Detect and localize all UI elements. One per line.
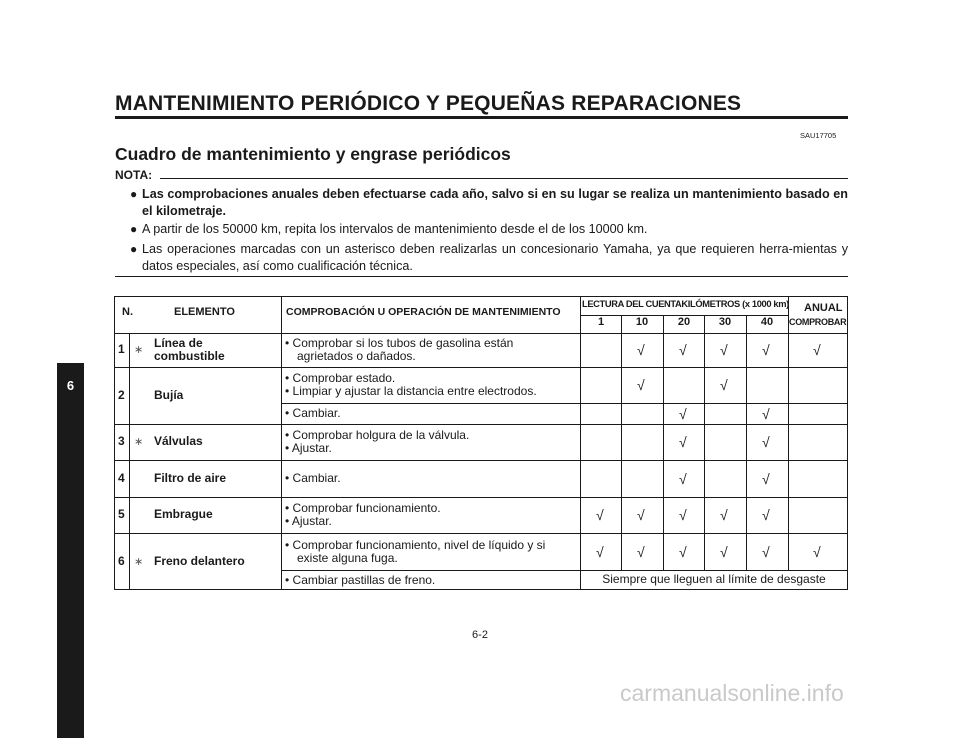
row-line — [281, 570, 848, 571]
check-mark: √ — [762, 471, 770, 487]
header-interval: 10 — [635, 316, 649, 328]
row-number: 3 — [118, 434, 125, 448]
row-line — [114, 460, 848, 461]
nota-label: NOTA: — [115, 168, 153, 182]
check-mark: √ — [813, 544, 821, 560]
header-n: N. — [122, 306, 133, 318]
operation-text: • Cambiar. — [285, 406, 341, 420]
row-item-name: Embrague — [154, 507, 213, 521]
header-anual: ANUAL — [804, 302, 843, 314]
header-elemento: ELEMENTO — [174, 306, 235, 318]
check-mark: √ — [720, 507, 728, 523]
row-number: 5 — [118, 507, 125, 521]
check-mark: √ — [762, 342, 770, 358]
operation-text: • Comprobar si los tubos de gasolina están — [285, 336, 514, 350]
check-mark: √ — [637, 544, 645, 560]
nota-rule — [160, 178, 848, 179]
row-line — [114, 367, 848, 368]
table-border — [847, 296, 848, 590]
section-code: SAU17705 — [800, 131, 837, 140]
check-mark: √ — [596, 507, 604, 523]
header-interval: 30 — [718, 316, 732, 328]
header-interval: 40 — [760, 316, 774, 328]
row-number: 2 — [118, 388, 125, 402]
row-number: 4 — [118, 471, 125, 485]
check-mark: √ — [679, 342, 687, 358]
watermark: carmanualsonline.info — [620, 680, 844, 706]
header-operacion: COMPROBACIÓN U OPERACIÓN DE MANTENIMIENTO — [286, 306, 561, 318]
header-separator — [114, 333, 848, 334]
asterisk-icon: ∗ — [134, 344, 144, 356]
header-interval: 20 — [677, 316, 691, 328]
nota-item-text: Las comprobaciones anuales deben efectuarse cada año, salvo si en su lugar se realiza un mantenimiento basado en el kilometraje. — [142, 187, 848, 218]
row-item-name: combustible — [154, 349, 225, 363]
check-mark: √ — [762, 406, 770, 422]
operation-text: • Limpiar y ajustar la distancia entre electrodos. — [285, 384, 537, 398]
column-line — [621, 315, 622, 570]
operation-text: • Comprobar funcionamiento, nivel de líquido y si — [285, 538, 546, 552]
check-mark: √ — [679, 471, 687, 487]
operation-text: • Cambiar. — [285, 471, 341, 485]
header-lectura: LECTURA DEL CUENTAKILÓMETROS (x 1000 km) — [582, 299, 789, 309]
asterisk-icon: ∗ — [134, 436, 144, 448]
chapter-side-tab — [57, 363, 84, 738]
title-rule — [115, 116, 848, 119]
maintenance-table — [114, 296, 848, 590]
row-line — [114, 424, 848, 425]
check-mark: √ — [679, 507, 687, 523]
asterisk-icon: ∗ — [134, 556, 144, 568]
section-title: Cuadro de mantenimiento y engrase periódicos — [115, 144, 511, 164]
page-number: 6-2 — [472, 629, 488, 641]
header-interval: 1 — [597, 316, 605, 328]
operation-text: • Comprobar estado. — [285, 371, 396, 385]
operation-text: • Comprobar holgura de la válvula. — [285, 428, 470, 442]
row-number: 1 — [118, 342, 125, 356]
column-line — [580, 296, 581, 590]
column-line — [129, 333, 130, 590]
bullet-icon: ● — [130, 222, 138, 236]
check-mark: √ — [637, 377, 645, 393]
nota-item-text: A partir de los 50000 km, repita los intervalos de mantenimiento desde el de los 10000 km. — [142, 222, 648, 236]
check-mark: √ — [679, 544, 687, 560]
column-line — [788, 296, 789, 570]
header-comprobar: COMPROBAR — [789, 317, 847, 327]
nota-item — [130, 186, 848, 220]
column-line — [704, 315, 705, 570]
operation-text: • Comprobar funcionamiento. — [285, 501, 441, 515]
nota-item-text: Las operaciones marcadas con un asterisco deben realizarlas un concesionario Yamaha, ya que requieren herra-mientas y datos especiales, así como cualificación técnica. — [142, 242, 848, 273]
interval-span-text: Siempre que lleguen al límite de desgaste — [602, 572, 826, 586]
row-item-name: Filtro de aire — [154, 471, 227, 485]
row-line — [114, 533, 848, 534]
nota-item — [130, 241, 848, 275]
check-mark: √ — [720, 377, 728, 393]
operation-text: • Ajustar. — [285, 514, 332, 528]
row-item-name: Línea de — [154, 336, 203, 350]
check-mark: √ — [596, 544, 604, 560]
check-mark: √ — [679, 406, 687, 422]
operation-text: existe alguna fuga. — [297, 551, 398, 565]
check-mark: √ — [637, 342, 645, 358]
check-mark: √ — [637, 507, 645, 523]
check-mark: √ — [679, 434, 687, 450]
check-mark: √ — [762, 544, 770, 560]
table-border — [114, 589, 848, 590]
row-item-name: Válvulas — [154, 434, 203, 448]
column-line — [663, 315, 664, 570]
row-item-name: Bujía — [154, 388, 184, 402]
check-mark: √ — [720, 544, 728, 560]
chapter-tab-label: 6 — [66, 378, 75, 393]
operation-text: agrietados o dañados. — [297, 349, 416, 363]
row-item-name: Freno delantero — [154, 554, 245, 568]
chapter-title: MANTENIMIENTO PERIÓDICO Y PEQUEÑAS REPARACIONES — [115, 92, 742, 115]
column-line — [746, 315, 747, 570]
bullet-icon: ● — [130, 242, 138, 256]
operation-text: • Cambiar pastillas de freno. — [285, 573, 436, 587]
check-mark: √ — [813, 342, 821, 358]
row-line — [281, 403, 848, 404]
row-number: 6 — [118, 554, 125, 568]
operation-text: • Ajustar. — [285, 441, 332, 455]
bullet-icon: ● — [130, 187, 138, 201]
check-mark: √ — [720, 342, 728, 358]
column-line — [281, 296, 282, 590]
notes-end-rule — [115, 276, 848, 277]
table-border — [114, 296, 115, 590]
table-border — [114, 296, 848, 297]
check-mark: √ — [762, 434, 770, 450]
check-mark: √ — [762, 507, 770, 523]
row-line — [114, 497, 848, 498]
nota-item — [130, 221, 848, 238]
